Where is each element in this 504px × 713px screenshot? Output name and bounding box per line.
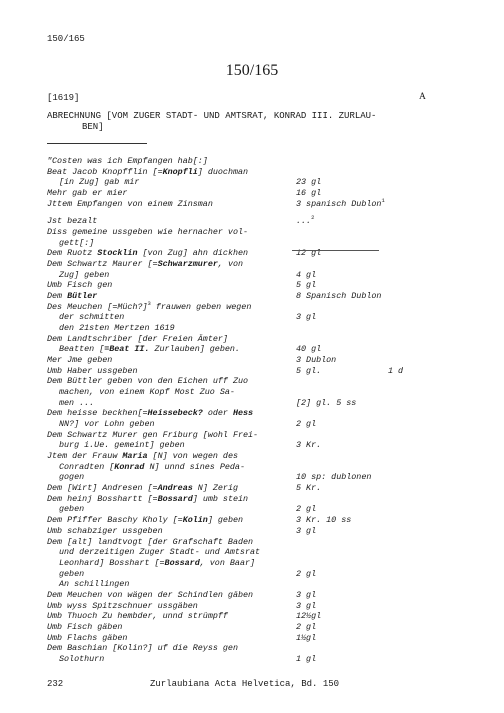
entry-text (47, 590, 253, 600)
entry-line (0, 558, 504, 568)
text-run: Umb schabziger ussgeben (47, 525, 163, 536)
entry-line (0, 355, 504, 365)
text-run: Umb wyss Spitzschnuer ussgäben (47, 600, 198, 611)
text-run: Jttem Empfangen von einem Zinsman (47, 198, 213, 209)
text-run: geben (59, 568, 85, 579)
amount-text: 3 gl (296, 589, 317, 600)
entry-line (0, 248, 504, 258)
footnote-marker: 1 (381, 196, 385, 204)
amount-text: 2 gl (296, 568, 317, 579)
footer-page-number: 232 (47, 679, 64, 689)
entry-line (0, 216, 504, 226)
entry-text (59, 654, 104, 664)
entry-line (0, 472, 504, 482)
entry-line (0, 633, 504, 643)
entry-line (0, 537, 504, 547)
entry-line (0, 526, 504, 536)
amount-text: 1 gl (296, 653, 317, 664)
name-highlight: Bütler (67, 291, 98, 301)
entry-text (47, 537, 253, 547)
text-run: gogen (59, 472, 85, 483)
amount-text: 23 gl (296, 177, 322, 188)
entry-amount (296, 196, 385, 209)
amount-text: [2] gl. 5 ss (296, 397, 357, 408)
entry-amount (296, 504, 316, 514)
entry-line (0, 494, 504, 504)
entry-line (0, 601, 504, 611)
entry-line (0, 312, 504, 322)
page-reference: 150/165 (47, 34, 85, 44)
text-run: frauwen geben wegen (150, 301, 252, 312)
entry-text (59, 419, 155, 429)
text-run: Umb Fisch gen (47, 280, 113, 291)
entry-line (0, 569, 504, 579)
document-title: 150/165 (225, 62, 279, 79)
text-run: Dem Baschian [Kolin?] uf die Reyss gen (47, 643, 238, 654)
entry-amount (296, 590, 316, 600)
text-run: Mehr gab er mier (47, 188, 128, 198)
footer-journal-title: Zurlaubiana Acta Helvetica, Bd. 150 (150, 679, 340, 689)
entry-line (0, 430, 504, 440)
amount-text: 12 gl (296, 248, 322, 259)
text-run: An schillingen (59, 579, 130, 590)
entry-line (0, 156, 504, 166)
document-heading-line-2: BEN] (82, 122, 104, 132)
entry-amount (296, 419, 316, 429)
entry-amount (296, 611, 321, 621)
text-run: ] duochman (197, 166, 249, 177)
amount-separator-rule (292, 250, 379, 251)
text-run: machen, von einem Kopf Most Zuo Sa- (59, 387, 235, 398)
entry-line (0, 177, 504, 187)
entry-line (0, 366, 504, 376)
entry-text (59, 440, 185, 450)
entry-text (47, 601, 198, 611)
name-highlight: =Beat II. (104, 344, 150, 355)
amount-text: 3 gl (296, 312, 317, 323)
text-run: den 21sten Mertzen 1619 (59, 323, 175, 333)
text-run: N] unnd sines Peda- (144, 461, 245, 472)
entry-line (0, 462, 504, 472)
amount-text: 5 Kr. (296, 483, 322, 494)
entry-text (47, 366, 137, 376)
amount-text: 3 spanisch Dublon (296, 198, 382, 209)
entry-text (47, 248, 248, 258)
entry-text (59, 387, 235, 397)
text-run: Leonhard] Bosshart [= (59, 557, 165, 568)
amount-text: 2 gl (296, 419, 317, 430)
entry-line (0, 291, 504, 301)
name-highlight: Andreas (157, 483, 193, 494)
amount-text: 3 Kr. (296, 440, 322, 451)
text-run: Diss gemeine ussgeben wie hernacher vol- (47, 227, 249, 237)
amount-text: 1½gl (296, 632, 317, 643)
entry-amount (296, 312, 316, 322)
entry-amount (296, 440, 321, 450)
text-run: [von Zug] ahn dickhen (137, 248, 249, 259)
entry-text (47, 451, 238, 461)
text-run: Umb Fisch gäben (47, 621, 123, 632)
document-heading-line-1: ABRECHNUNG [VOM ZUGER STADT- UND AMTSRAT, KONRAD III. ZURLAU- (47, 111, 377, 121)
amount-text: 5 gl. (296, 365, 322, 376)
text-run: , von (217, 259, 244, 269)
entry-line (0, 440, 504, 450)
entry-line (0, 188, 504, 198)
entry-text (47, 299, 252, 312)
entry-text (59, 569, 84, 579)
entry-line (0, 259, 504, 269)
text-run: Umb Haber ussgeben (47, 365, 138, 376)
text-run: Dem [alt] landtvogt [der Grafschaft Baden (47, 536, 254, 547)
entry-text (47, 494, 248, 504)
footnote-marker: 3 (147, 299, 151, 307)
entry-text (47, 408, 253, 418)
text-run: Umb Thuoch Zu hembder, unnd strümpff (47, 611, 228, 622)
text-run: Dem Schwartz Maurer [= (47, 259, 158, 269)
text-run: Beatten [ (59, 344, 105, 355)
entry-text (47, 376, 248, 386)
entry-line (0, 451, 504, 461)
entry-line (0, 504, 504, 514)
heading-rule (47, 143, 147, 144)
entry-text (59, 558, 255, 568)
text-run: burg i.Ue. gemeint] geben (59, 440, 185, 451)
entry-text (47, 355, 112, 365)
amount-text: 3 gl (296, 600, 317, 611)
text-run: "Costen was ich Empfangen hab[:] (47, 156, 208, 166)
text-run: der schmitten (59, 312, 125, 323)
entry-line (0, 654, 504, 664)
entry-line (0, 408, 504, 418)
entry-text (47, 515, 243, 525)
name-highlight: Heissebeck? (147, 408, 203, 419)
entry-line (0, 643, 504, 653)
text-run: Dem heinj Bosshartt [= (47, 493, 158, 504)
text-run: oder (202, 408, 233, 419)
amount-text: 2 gl (296, 621, 317, 632)
text-run: Dem Pfiffer Baschy Kholy [= (47, 515, 183, 526)
entry-amount (296, 654, 316, 664)
name-highlight: Maria (122, 451, 148, 462)
entry-line (0, 280, 504, 290)
entry-amount (296, 188, 321, 198)
amount-text: ... (296, 216, 312, 227)
entry-text (59, 472, 84, 482)
text-run: [N] von wegen des (147, 451, 238, 462)
entry-amount (296, 398, 356, 408)
entry-amount (296, 177, 321, 187)
entry-text (47, 430, 258, 440)
entry-text (47, 611, 228, 621)
text-run: Dem (47, 291, 68, 301)
amount-text: 4 gl (296, 269, 317, 280)
text-run: Des Meuchen [=Müch?] (47, 301, 148, 312)
text-run: Dem Meuchen von wägen der Schindlen gäben (47, 589, 254, 600)
text-run: Dem Ruotz (47, 248, 98, 259)
name-highlight: Schwarzmurer (157, 259, 218, 269)
entry-amount (296, 569, 316, 579)
entry-text (59, 270, 109, 280)
entry-line (0, 419, 504, 429)
entry-text (59, 398, 94, 408)
text-run: Zurlauben] geben. (149, 344, 240, 355)
text-run: und derzeitigen Zuger Stadt- und Amtsrat (59, 547, 261, 558)
text-run: Dem Landtschriber [der Freien Ämter] (47, 333, 228, 344)
name-highlight: Stocklin (97, 248, 138, 259)
footnote-marker: 2 (311, 214, 315, 222)
entry-line (0, 167, 504, 177)
name-highlight: Bossard (164, 557, 200, 568)
entry-text (47, 259, 243, 269)
document-year: [1619] (47, 93, 80, 103)
name-highlight: Bossard (157, 493, 193, 504)
entry-text (59, 579, 129, 589)
entry-amount (296, 280, 316, 290)
amount-text: 10 sp: dublonen (296, 472, 372, 483)
entry-text (59, 323, 175, 333)
entry-line (0, 238, 504, 248)
entry-line (0, 398, 504, 408)
entry-text (59, 177, 139, 187)
text-run: Dem Büttler geben von den Eichen uff Zuo (47, 376, 249, 387)
entry-text (59, 547, 260, 557)
text-run: Jtem der Frauw (47, 451, 123, 462)
name-highlight: Knopfli (162, 166, 198, 177)
text-run: ] umb stein (192, 493, 249, 504)
text-run: [in Zug] gab mir (59, 177, 140, 188)
entry-amount (296, 526, 316, 536)
amount-text: 3 Kr. 10 ss (296, 515, 352, 526)
text-run: N] Zerig (192, 483, 238, 494)
text-run: , von Baar] (199, 557, 256, 568)
text-run: ] geben (207, 515, 244, 526)
entry-text (47, 188, 127, 198)
entry-line (0, 547, 504, 557)
amount-text: 40 gl (296, 344, 322, 355)
text-run: NN?] vor Lohn geben (59, 419, 155, 430)
entry-line (0, 334, 504, 344)
text-run: Zug] geben (59, 269, 110, 280)
entry-text (47, 227, 248, 237)
entry-amount (296, 633, 316, 643)
entry-line (0, 590, 504, 600)
entry-text (59, 312, 124, 322)
amount-text: 2 gl (296, 504, 317, 515)
entry-line (0, 270, 504, 280)
amount-text: 12½gl (296, 611, 322, 622)
text-run: Solothurn (59, 653, 105, 664)
entry-line (0, 483, 504, 493)
entry-text (47, 483, 238, 493)
entry-amount (296, 355, 336, 365)
amount-text: 8 Spanisch Dublon (296, 291, 382, 301)
text-run: gett[:] (59, 237, 95, 248)
amount-text: 5 gl (296, 280, 317, 291)
entry-text (47, 633, 127, 643)
entry-amount (296, 515, 351, 525)
entry-text (59, 344, 240, 354)
entry-text (47, 526, 163, 536)
entry-line (0, 376, 504, 386)
text-run: Mer Jme geben (47, 355, 113, 366)
amount-text: 16 gl (296, 188, 322, 198)
entry-extra-amount: 1 d (388, 365, 404, 376)
entry-amount (296, 291, 381, 301)
entry-line (0, 344, 504, 354)
entry-text (47, 643, 238, 653)
text-run: men ... (59, 397, 95, 408)
entry-text (47, 167, 248, 177)
entry-amount (296, 483, 321, 493)
entry-text (47, 199, 213, 209)
entry-text (47, 334, 228, 344)
entry-line (0, 515, 504, 525)
entry-line (0, 227, 504, 237)
entry-amount (296, 344, 321, 354)
text-run: Umb Flachs gäben (47, 632, 128, 643)
entry-amount (296, 472, 371, 482)
entry-amount (296, 366, 321, 376)
entry-text (47, 291, 97, 301)
text-run: Beat Jacob Knopfflin [= (47, 166, 163, 177)
entry-text (59, 462, 245, 472)
name-highlight: Konrad (114, 461, 145, 472)
entry-amount (296, 270, 316, 280)
entry-line (0, 387, 504, 397)
entry-line (0, 323, 504, 333)
entry-line (0, 622, 504, 632)
text-run: Dem Schwartz Murer gen Friburg [wohl Frei- (47, 429, 259, 440)
document-letter: A (419, 92, 426, 102)
text-run: Jst bezalt (47, 216, 98, 227)
entry-text (47, 280, 112, 290)
entry-text (59, 238, 94, 248)
entry-amount (296, 622, 316, 632)
name-highlight: Hess (232, 408, 254, 419)
name-highlight: Kolin (182, 515, 208, 526)
entry-line (0, 299, 504, 312)
text-run: Conradten [ (59, 461, 115, 472)
entry-amount (296, 601, 316, 611)
entry-line (0, 611, 504, 621)
entry-line (0, 579, 504, 589)
entry-text (47, 216, 97, 226)
entry-text (47, 156, 208, 166)
text-run: Dem heisse beckhen[= (47, 408, 148, 419)
entry-amount (296, 216, 314, 226)
text-run: geben (59, 504, 85, 515)
text-run: Dem [Wirt] Andresen [= (47, 483, 158, 494)
amount-text: 3 Dublon (296, 355, 337, 366)
entry-text (59, 504, 84, 514)
entry-line (0, 196, 504, 209)
entry-text (47, 622, 122, 632)
amount-text: 3 gl (296, 525, 317, 536)
